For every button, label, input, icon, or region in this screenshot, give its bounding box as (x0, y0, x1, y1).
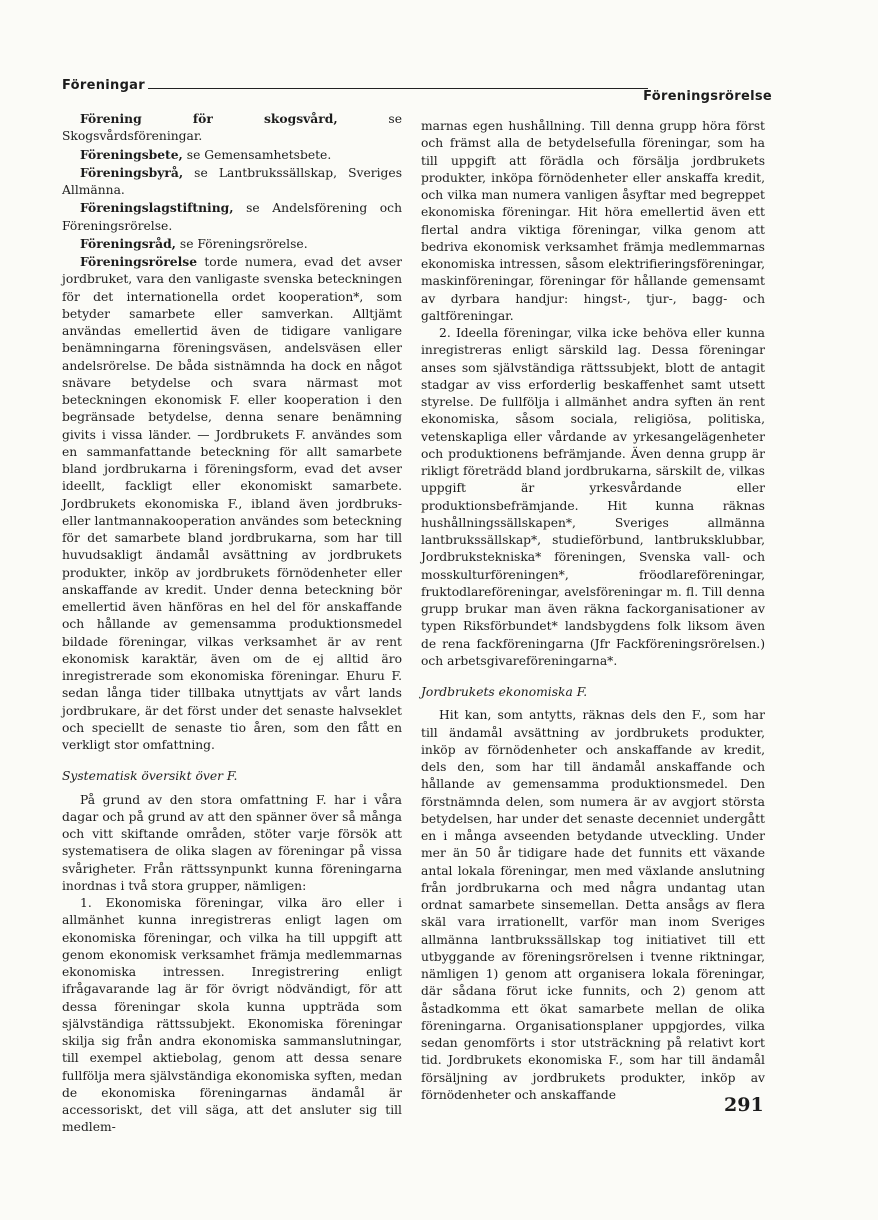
running-head-left: Föreningar (62, 78, 145, 93)
paragraph: 1. Ekonomiska föreningar, vilka äro eller i allmänhet kunna inregistreras enligt lagen om ekonomiska föreningar, och vilka ha till uppgift att genom ekonomisk verksamhet främja medlemmarnas ekonomiska intressen. Inregistrering enligt ifrågavarande lag är för övrigt nödvändigt, för att dessa föreningar skola kunna uppträda som självständiga rättssubjekt. Ekonomiska föreningar skilja sig från andra ekonomiska sammanslutningar, till exempel aktiebolag, genom att dessa senare fullfölja mera självständiga ekonomiska syften, medan de ekonomiska föreningarnas ändamål är accessoriskt, det vill säga, att det ansluter sig till medlem- (62, 896, 402, 1135)
entry: Föreningsbete, se Gemensamhetsbete. (80, 146, 332, 162)
paragraph: 2. Ideella föreningar, vilka icke behöva eller kunna inregistreras enligt särskild lag. Dessa föreningar anses som självständiga rättssubjekt, blott de antagit stadgar av viss erforderlig beskaffenhet samt utsett styrelse. De fullfölja i allmänhet andra syften än rent ekonomiska, såsom sociala, religiösa, politiska, vetenskapliga eller vårdande av yrkesangelägenheter och produktionens befrämjande. Även denna grupp är rikligt företrädd bland jordbrukarna, särskilt de, vilkas uppgift är yrkesvårdande eller produktionsbefrämjande. Hit kunna räknas hushållningssällskapen*, Sveriges allmänna lantbrukssällskap*, studieförbund, lantbruksklubbar, Jordbrukstekniska* föreningen, Svenska vall- och mosskulturföreningen*, fröodlareföreningar, fruktodlareföreningar, avelsföreningar m. fl. Till denna grupp brukar man även räkna fackorganisationer av typen Riksförbundet* landsbygdens folk liksom även de rena fackföreningarna (Jfr Fackföreningsrörelsen.) och arbetsgivareföreningarna*. (421, 326, 765, 668)
main-entry-text: torde numera, evad det avser jordbruket, vara den vanligaste svenska beteckningen för det internationella ordet kooperation*, som betyder samarbete eller samverkan. Alltjämt användas emellertid även de tidigare vanligare benämningarna föreningsväsen, andelsväsen eller andelsrörelse. De båda sistnämnda ha dock en något snävare betydelse och svara närmast mot beteckningen ekonomisk F. eller kooperation i den begränsade betydelse, denna senare benämning givits i vissa länder. — Jordbrukets F. användes som en sammanfattande beteckning för allt samarbete bland jordbrukarna i föreningsform, evad det avser ideellt, fackligt eller ekonomiskt samarbete. Jordbrukets ekonomiska F., ibland även jordbruks- eller lantmannakooperation användes som beteckning för det samarbete bland jordbrukarna, som har till huvudsakligt ändamål avsättning av jordbrukets produkter, inköp av jordbrukets förnödenheter eller anskaffande av kredit. Under denna beteckning bör emellertid även hänföras en hel del för anskaffande och hållande av gemensamma produktionsmedel bildade föreningar, vilkas verksamhet är av rent ekonomisk karaktär, även om de ej alltid äro inregistrerade som ekonomiska föreningar. Ehuru F. sedan långa tider tillbaka utnyttjats av vårt lands jordbrukare, är det först under det senaste halvseklet och speciellt de senaste tio åren, som den fått en verkligt stor omfattning. (62, 255, 402, 752)
paragraph: Hit kan, som antytts, räknas dels den F., som har till ändamål avsättning av jordbrukets produkter, inköp av förnödenheter och anskaffande av kredit, dels den, som har till ändamål anskaffande och hållande av gemensamma produktionsmedel. Den förstnämnda delen, som numera är av avgjort största betydelsen, har under det senaste decenniet undergått en i många avseenden betydande utveckling. Under mer än 50 år tidigare hade det funnits ett växande antal lokala föreningar, men med växlande anslutning från jordbrukarna och med några undantag utan ordnat samarbete sinsemellan. Detta ansågs av flera skäl vara irrationellt, varför man inom Sveriges allmänna lantbrukssällskap tog initiativet till ett utbyggande av föreningsrörelsen i tvenne riktningar, nämligen 1) genom att organisera lokala föreningar, där sådana förut icke funnits, och 2) genom att åstadkomma ett ökat samarbete mellan de olika föreningarna. Organisationsplaner uppgjordes, vilka sedan genomförts i stor utsträckning på relativt kort tid. Jordbrukets ekonomiska F., som har till ändamål försäljning av jordbrukets produkter, inköp av förnödenheter och anskaffande (421, 708, 765, 1102)
section-heading: Jordbrukets ekonomiska F. (421, 685, 588, 699)
main-entry-term: Föreningsrörelse (80, 254, 198, 269)
main-entry (62, 253, 402, 754)
running-head-right: Föreningsrörelse (643, 89, 772, 104)
entry: Föreningsbyrå, se Lantbrukssällskap, Sveriges Allmänna. (62, 164, 402, 197)
section-heading: Systematisk översikt över F. (62, 769, 238, 784)
left-column (62, 110, 402, 1137)
right-column (421, 118, 765, 1104)
header-rule (148, 88, 648, 89)
paragraph: På grund av den stora omfattning F. har i våra dagar och på grund av att den spänner över så många och vitt skiftande områden, stöter varje försök att systematisera de olika slagen av föreningar på vissa svårigheter. Från rättssynpunkt kunna föreningarna inordnas i två stora grupper, nämligen: (62, 792, 402, 893)
entry: Förening för skogsvård, se Skogsvårdsföreningar. (62, 111, 402, 144)
entry: Föreningsråd, se Föreningsrörelse. (80, 235, 308, 251)
entry: Föreningslagstiftning, se Andelsförening och Föreningsrörelse. (62, 200, 402, 233)
paragraph: marnas egen hushållning. Till denna grupp höra först och främst alla de betydelsefulla föreningar, som ha till uppgift att förädla och försälja jordbrukets produkter, inköpa förnödenheter eller anskaffa kredit, och vilka man numera vanligen åsyftar med begreppet ekonomiska föreningar. Hit höra emellertid även ett flertal andra viktiga föreningar, vilka genom att bedriva ekonomisk verksamhet främja medlemmarnas ekonomiska intressen, såsom elektrifieringsföreningar, maskinföreningar, föreningar för hållande gemensamt av dyrbara handjur: hingst-, tjur-, bagg- och galtföreningar. (421, 119, 765, 323)
page-number: 291 (724, 1094, 764, 1116)
